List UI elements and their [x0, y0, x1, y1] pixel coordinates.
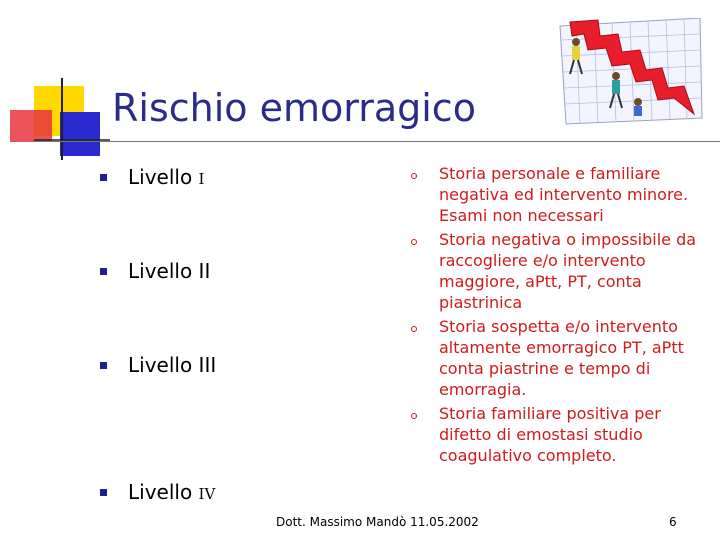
level-label: Livello [128, 165, 199, 189]
detail-text: Storia sospetta e/o intervento altamente emorragico PT, aPtt conta piastrine e tempo di emorragia. [439, 317, 684, 399]
footer-author: Dott. Massimo Mandò 11.05.2002 [276, 515, 479, 529]
page-number: 6 [669, 515, 677, 529]
detail-item-1 [410, 163, 700, 226]
square-bullet-icon [100, 174, 107, 181]
level-roman: IV [198, 485, 216, 503]
detail-text: Storia familiare positiva per difetto di emostasi studio coagulativo completo. [439, 404, 661, 465]
detail-list [410, 163, 700, 469]
title-divider [34, 141, 720, 142]
circle-bullet-icon [411, 413, 417, 419]
detail-item-2 [410, 229, 700, 313]
circle-bullet-icon [411, 173, 417, 179]
level-label: Livello [128, 480, 199, 504]
slide-title: Rischio emorragico [112, 86, 476, 130]
detail-text: Storia negativa o impossibile da raccogliere e/o intervento maggiore, aPtt, PT, conta piastrinica [439, 230, 697, 312]
level-roman: I [198, 170, 205, 188]
detail-item-3 [410, 316, 700, 400]
circle-bullet-icon [411, 326, 417, 332]
detail-text: Storia personale e familiare negativa ed intervento minore. Esami non necessari [439, 164, 689, 225]
detail-item-4 [410, 403, 700, 466]
level-label: Livello II [128, 259, 211, 283]
square-bullet-icon [100, 362, 107, 369]
square-bullet-icon [100, 268, 107, 275]
circle-bullet-icon [411, 239, 417, 245]
declining-chart-clipart [556, 18, 704, 126]
square-bullet-icon [100, 489, 107, 496]
colored-squares-decoration [0, 0, 110, 170]
level-label: Livello III [128, 353, 217, 377]
